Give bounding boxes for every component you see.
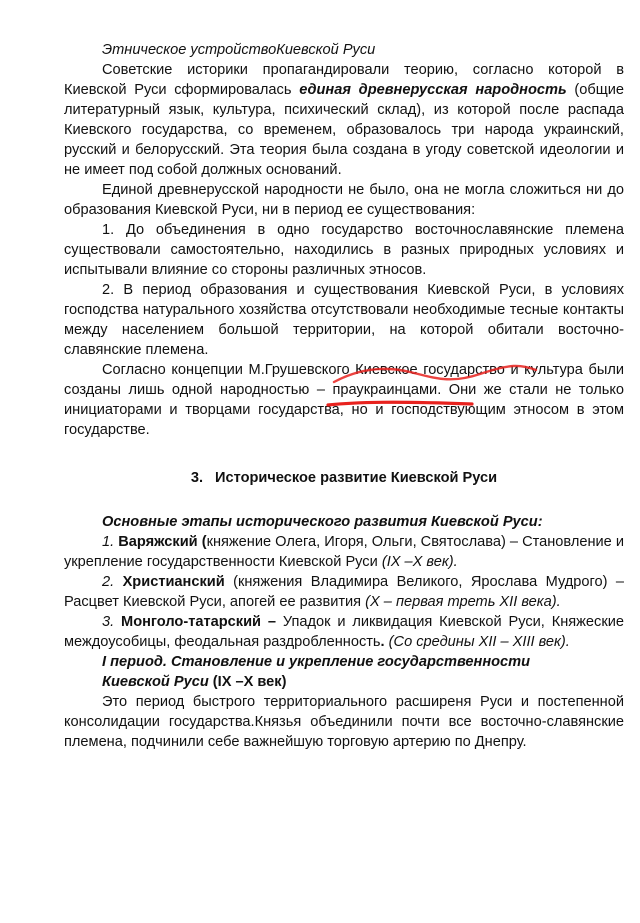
highlighted-word-text: праукраинцами	[332, 382, 438, 398]
stage-period: (IX –X век).	[381, 554, 458, 570]
paragraph-text: (общие литературный язык, культура, психический склад), из которой после распада Киевского государства, со временем, образовалось три народа украинский, русский и белорусский. Эта теория была создана в угоду советской идеологии и не имеет под собой должных оснований.	[64, 82, 624, 178]
stage-text: (княжения Владимира Великого, Ярослава Мудрого) – Расцвет Киевской Руси, апогей ее развития	[64, 574, 625, 610]
stage-name: Монголо-татарский –	[121, 614, 276, 630]
stage-period: (Со средины XII – XIII век).	[384, 634, 570, 650]
section-title: Этническое устройствоКиевской Руси	[102, 42, 376, 58]
stage-item	[64, 532, 624, 572]
document-page	[64, 40, 624, 752]
paragraph	[64, 60, 624, 180]
paragraph-text: Советские историки пропагандировали теорию, согласно которой в Киевской Руси сформировалась	[64, 62, 624, 98]
period-heading	[64, 652, 624, 692]
period-heading-line1: I период. Становление и укрепление государственности	[102, 654, 531, 670]
section-heading	[64, 468, 624, 488]
red-underline-annotation	[326, 396, 476, 418]
period-heading-name: Киевской Руси	[102, 674, 209, 690]
stages-heading: Основные этапы исторического развития Киевской Руси:	[102, 514, 543, 530]
paragraph: Единой древнерусской народности не было, она не могла сложиться ни до образования Киевской Руси, ни в период ее существования:	[64, 182, 624, 218]
period-heading-dates: (IX –X век)	[208, 674, 287, 690]
stage-text: Упадок и ликвидация Киевской Руси, Княжеские междоусобицы, феодальная раздробленность	[64, 614, 624, 650]
stage-period: (X – первая треть XII века).	[365, 594, 561, 610]
list-item: 1. До объединения в одно государство восточнославянские племена существовали самостоятельно, находились в разных природных условиях и испытывали влияние со стороны различных этносов.	[64, 222, 624, 278]
section-heading-text: Историческое развитие Киевской Руси	[215, 470, 498, 486]
highlighted-word	[332, 382, 437, 398]
stage-number: 2.	[102, 574, 115, 590]
paragraph: Это период быстрого территориального расширеня Руси и постепенной консолидации государства.Князья объединили почти все восточно-славянские племена, подчинили себе важнейшую торговую артерию по Днепру.	[64, 694, 624, 750]
stage-number: 3.	[102, 614, 115, 630]
section-number: 3.	[190, 470, 204, 486]
stage-number: 1.	[102, 534, 115, 550]
paragraph-text: . Они же стали не только инициаторами и творцами государства, но и господствующим этносом в этом государстве.	[64, 382, 624, 438]
stage-name: Варяжский (	[118, 534, 207, 550]
paragraph	[64, 360, 624, 440]
stage-name: Христианский	[122, 574, 225, 590]
period-heading-line2	[102, 672, 624, 692]
stage-dot: .	[380, 634, 385, 650]
stage-item	[64, 572, 624, 612]
stage-item	[64, 612, 624, 652]
emphasis-text: единая древнерусская народность	[299, 82, 567, 98]
list-item: 2. В период образования и существования Киевской Руси, в условиях господства натурального хозяйства отсутствовали необходимые тесные контакты между населением большой территории, на которой обитали восточно-славянские племена.	[64, 282, 624, 358]
paragraph-text: Согласно концепции М.Грушевского Киевское государство и культура были созданы лишь одной народностью –	[64, 362, 624, 398]
stage-text: княжение Олега, Игоря, Ольги, Святослава) – Становление и укрепление государственности Киевской Руси	[64, 534, 625, 570]
